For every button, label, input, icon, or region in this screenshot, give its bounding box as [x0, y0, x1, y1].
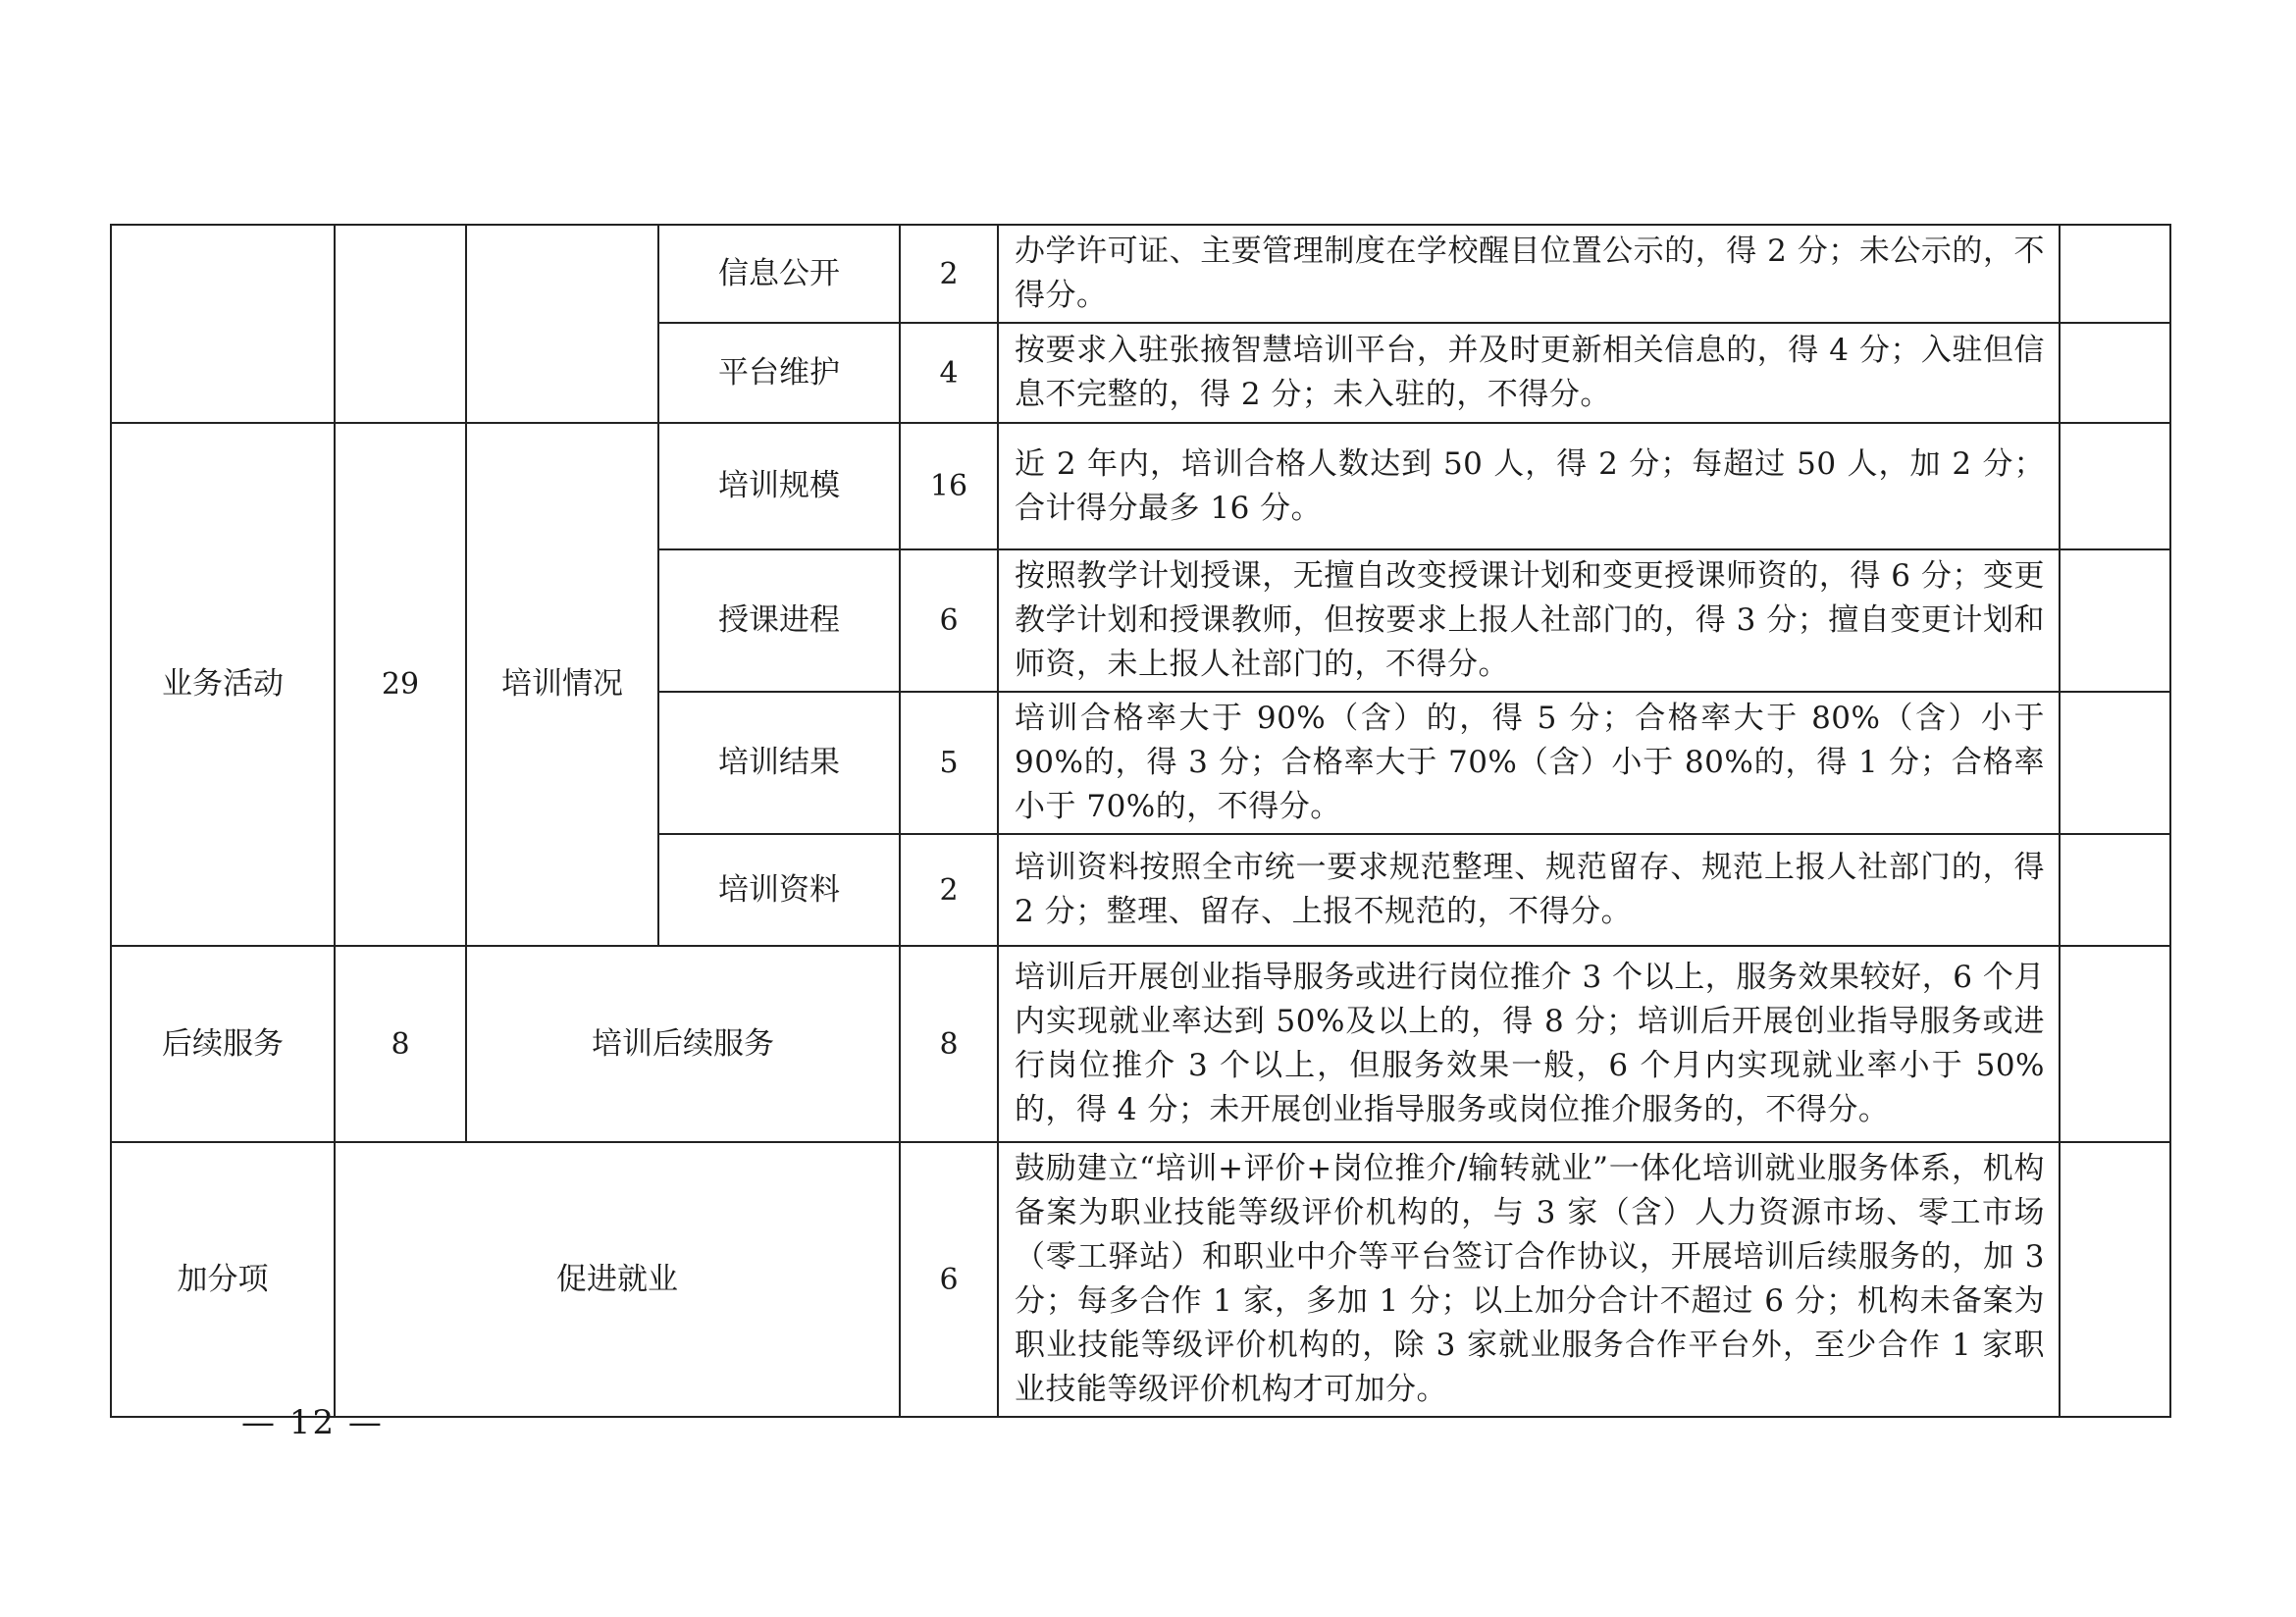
- criteria-cell: 按要求入驻张掖智慧培训平台，并及时更新相关信息的，得 4 分；入驻但信息不完整的，得 2 分；未入驻的，不得分。: [998, 323, 2060, 423]
- remark-cell: [2060, 946, 2170, 1142]
- score-cell: 2: [900, 834, 998, 946]
- total-score-cell: 29: [335, 423, 466, 946]
- sub-item-cell: 培训资料: [658, 834, 900, 946]
- score-cell: 4: [900, 323, 998, 423]
- item-cell: [466, 225, 658, 423]
- remark-cell: [2060, 834, 2170, 946]
- table-row: [111, 1142, 2170, 1417]
- item-cell: 促进就业: [335, 1142, 900, 1417]
- sub-item-cell: 信息公开: [658, 225, 900, 323]
- total-score-cell: 8: [335, 946, 466, 1142]
- table-row: [111, 225, 2170, 323]
- criteria-cell: 按照教学计划授课，无擅自改变授课计划和变更授课师资的，得 6 分；变更教学计划和授课教师，但按要求上报人社部门的，得 3 分；擅自变更计划和师资，未上报人社部门的，不得分。: [998, 549, 2060, 692]
- sub-item-cell: 培训规模: [658, 423, 900, 549]
- remark-cell: [2060, 549, 2170, 692]
- item-cell: 培训后续服务: [466, 946, 900, 1142]
- table-row: [111, 423, 2170, 549]
- criteria-cell: 近 2 年内，培训合格人数达到 50 人，得 2 分；每超过 50 人，加 2 分；合计得分最多 16 分。: [998, 423, 2060, 549]
- score-cell: 6: [900, 549, 998, 692]
- category-cell: [111, 225, 335, 423]
- score-cell: 6: [900, 1142, 998, 1417]
- criteria-cell: 培训合格率大于 90%（含）的，得 5 分；合格率大于 80%（含）小于 90%的，得 3 分；合格率大于 70%（含）小于 80%的，得 1 分；合格率小于 70%的，不得分。: [998, 692, 2060, 834]
- score-cell: 8: [900, 946, 998, 1142]
- score-cell: 5: [900, 692, 998, 834]
- page-number: — 12 —: [241, 1403, 384, 1442]
- remark-cell: [2060, 1142, 2170, 1417]
- criteria-cell: 培训资料按照全市统一要求规范整理、规范留存、规范上报人社部门的，得 2 分；整理、留存、上报不规范的，不得分。: [998, 834, 2060, 946]
- sub-item-cell: 培训结果: [658, 692, 900, 834]
- remark-cell: [2060, 225, 2170, 323]
- remark-cell: [2060, 323, 2170, 423]
- score-cell: 2: [900, 225, 998, 323]
- criteria-cell: 鼓励建立“培训+评价+岗位推介/输转就业”一体化培训就业服务体系，机构备案为职业技能等级评价机构的，与 3 家（含）人力资源市场、零工市场（零工驿站）和职业中介等平台签订合作协议，开展培训后续服务的，加 3 分；每多合作 1 家，多加 1 分；以上加分合计不超过 6 分；机构未备案为职业技能等级评价机构的，除 3 家就业服务合作平台外，至少合作 1 家职业技能等级评价机构才可加分。: [998, 1142, 2060, 1417]
- table-row: [111, 946, 2170, 1142]
- total-score-cell: [335, 225, 466, 423]
- category-cell: 业务活动: [111, 423, 335, 946]
- remark-cell: [2060, 423, 2170, 549]
- criteria-cell: 办学许可证、主要管理制度在学校醒目位置公示的，得 2 分；未公示的，不得分。: [998, 225, 2060, 323]
- remark-cell: [2060, 692, 2170, 834]
- criteria-cell: 培训后开展创业指导服务或进行岗位推介 3 个以上，服务效果较好，6 个月内实现就业率达到 50%及以上的，得 8 分；培训后开展创业指导服务或进行岗位推介 3 个以上，但服务效果一般，6 个月内实现就业率小于 50%的，得 4 分；未开展创业指导服务或岗位推介服务的，不得分。: [998, 946, 2060, 1142]
- category-cell: 加分项: [111, 1142, 335, 1417]
- scoring-criteria-table: [110, 224, 2171, 1418]
- score-cell: 16: [900, 423, 998, 549]
- sub-item-cell: 平台维护: [658, 323, 900, 423]
- category-cell: 后续服务: [111, 946, 335, 1142]
- sub-item-cell: 授课进程: [658, 549, 900, 692]
- item-cell: 培训情况: [466, 423, 658, 946]
